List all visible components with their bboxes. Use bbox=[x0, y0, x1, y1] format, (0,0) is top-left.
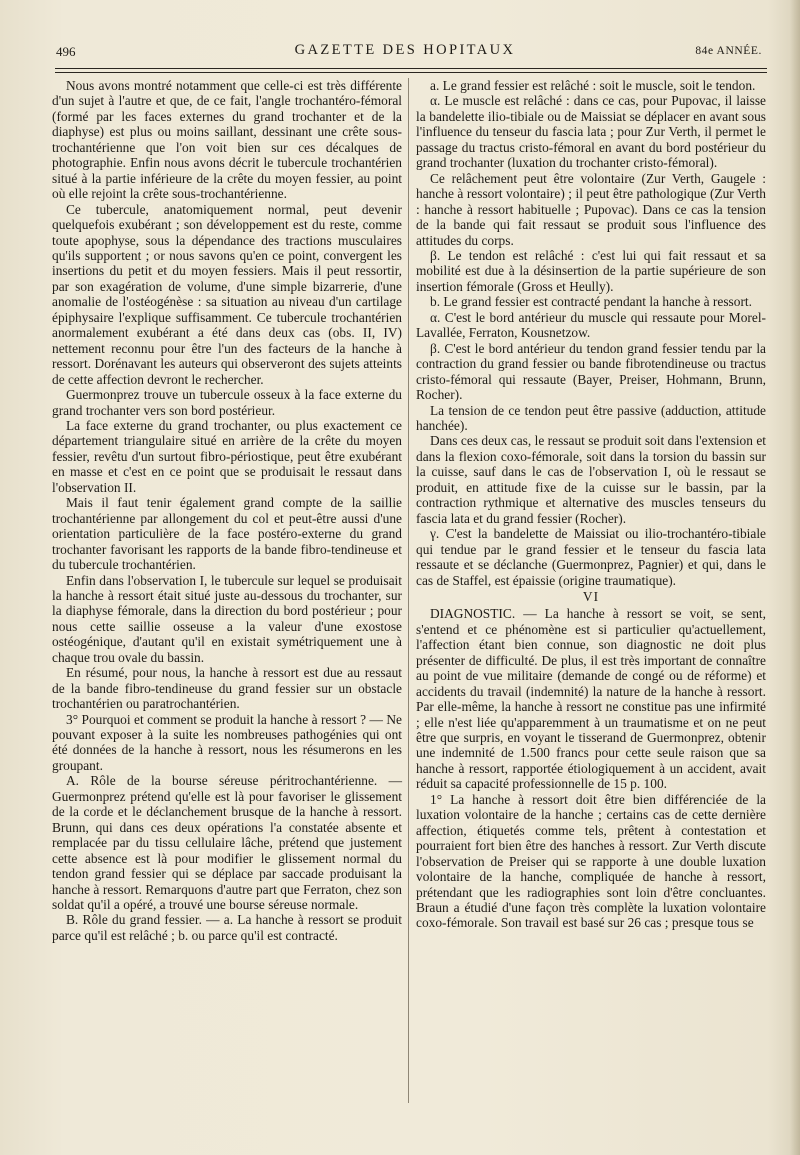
paragraph: γ. C'est la bandelette de Maissiat ou ilio-trochantéro-tibiale qui tendue par le grand fessier et le tenseur du fascia lata ressaute et se déclanche (Guermonprez, Pagnier) et qui, dans le cas de Staffel, est épaissie (origine traumatique). bbox=[416, 526, 766, 588]
paragraph: 1° La hanche à ressort doit être bien différenciée de la luxation volontaire de la hanche ; certains cas de cette dernière affection, étiquetés comme tels, prêtent à contestation et pourraient fort bien être des hanches à ressort. Zur Verth discute l'observation de Preiser qui se rapporte à une double luxation volontaire de la hanche, compliquée de hanche à ressort, prétendant que les radiographies sont loin d'être concluantes. Braun a étudié d'une façon très complète la luxation volontaire coxo-fémorale. Son travail est basé sur 26 cas ; presque tous se bbox=[416, 791, 766, 931]
paragraph: a. Le grand fessier est relâché : soit le muscle, soit le tendon. bbox=[430, 78, 756, 93]
paragraph: Guermonprez trouve un tubercule osseux à la face externe du grand trochanter vers son bord postérieur. bbox=[52, 387, 402, 418]
paragraph: b. Le grand fessier est contracté pendant la hanche à ressort. bbox=[430, 294, 752, 310]
page-number: 496 bbox=[56, 44, 76, 59]
paragraph: Enfin dans l'observation I, le tubercule sur lequel se produisait la hanche à ressort était situé juste au-dessous du trochanter, sur la diaphyse fémorale, dans la direction du bord postérieur ; pour nous cette saillie osseuse a la valeur d'une exostose ostéogénique, d'autant qu'il en existait symétriquement une à chaque trou ovale du bassin. bbox=[52, 572, 402, 665]
paragraph: DIAGNOSTIC. — La hanche à ressort se voit, se sent, s'entend et ce phénomène est si particulier qu'actuellement, l'affection étant bien connue, son diagnostic ne doit plus présenter de difficulté. De plus, il est très important de connaître au point de vue militaire (demande de congé ou de réforme) et accidents du travail (indemnité) la nature de la hanche à ressort. Par elle-même, la hanche à ressort ne constitue pas une infirmité ; elle n'est liée qu'apparemment à un traumatisme et on ne peut être que surpris, en voyant le tisserand de Guermonprez, obtenir une indemnité de 1.500 francs pour cette seule raison que sa hanche à ressort, rapportée étiologiquement à un accident, avait réduit sa capacité professionnelle de 15 p. 100. bbox=[416, 606, 766, 792]
right-column bbox=[416, 78, 766, 931]
paragraph: Mais il faut tenir également grand compte de la saillie trochantérienne par allongement du col et peut-être aussi d'une orientation particulière de la face postéro-externe du grand trochanter favorisant les rapports de la bande fibro-tendineuse et du tubercule trochantérien. bbox=[52, 495, 402, 573]
left-column bbox=[52, 78, 402, 943]
paragraph: α. C'est le bord antérieur du muscle qui ressaute pour Morel-Lavallée, Ferraton, Kousnetzow. bbox=[416, 309, 766, 341]
page-header bbox=[40, 38, 770, 64]
paragraph: 3° Pourquoi et comment se produit la hanche à ressort ? — Ne pouvant exposer à la suite les nombreuses pathogénies qui ont été données de la hanche à ressort, nous les résumerons en les groupant. bbox=[52, 711, 402, 773]
paragraph: β. Le tendon est relâché : c'est lui qui fait ressaut et sa mobilité est due à la désinsertion de la partie supérieure de son insertion fémorale (Gross et Heully). bbox=[416, 247, 766, 294]
paragraph: La tension de ce tendon peut être passive (adduction, attitude hanchée). bbox=[416, 402, 766, 433]
paragraph: En résumé, pour nous, la hanche à ressort est due au ressaut de la bande fibro-tendineuse du grand fessier sur un obstacle trochantérien ou paratrochantérien. bbox=[52, 665, 402, 712]
page-edge-shadow bbox=[790, 0, 800, 1155]
paragraph: B. Rôle du grand fessier. — a. La hanche à ressort se produit parce qu'il est relâché ; b. ou parce qu'il est contracté. bbox=[52, 912, 402, 943]
volume-year: 84e ANNÉE. bbox=[695, 45, 762, 57]
paragraph: A. Rôle de la bourse séreuse péritrochantérienne. — Guermonprez prétend qu'elle est là pour favoriser le glissement de la corde et le déclanchement brusque de la hanche à ressort. Brunn, qui dans ces deux opérations l'a constatée absente et remplacée par du tissu cellulaire lâche, prétend que justement cette absence est là pour modifier le glissement normal du tendon grand fessier qui se déplace par saccade produisant la hanche à ressort. Remarquons d'autre part que Ferraton, chez son soldat qu'il a opéré, a trouvé une bourse séreuse normale. bbox=[52, 773, 402, 913]
header-rule bbox=[55, 68, 767, 73]
paragraph: La face externe du grand trochanter, ou plus exactement ce département triangulaire situé en arrière de la crête du moyen fessier, revêtu d'un surtout fibro-périostique, peut être exubérant en masse et c'est en ce point que se produisait le ressaut dans l'observation II. bbox=[52, 417, 402, 495]
paragraph: α. Le muscle est relâché : dans ce cas, pour Pupovac, il laisse la bandelette ilio-tibiale ou de Maissiat se déplacer en avant sous l'influence du tenseur du fascia lata ; pour Zur Verth, il permet le passage du tractus cristo-fémoral en avant du bord postérieur du grand trochanter (luxation du trochanter cristo-fémoral). bbox=[416, 93, 766, 171]
section-heading: VI bbox=[582, 588, 600, 604]
journal-title: GAZETTE DES HOPITAUX bbox=[294, 42, 516, 58]
paragraph: β. C'est le bord antérieur du tendon grand fessier tendu par la contraction du grand fessier ou bande fibrotendineuse ou tractus cristo-fémoral qui ressaute (Bayer, Preiser, Hohmann, Brunn, Rocher). bbox=[416, 340, 766, 403]
paragraph: Ce tubercule, anatomiquement normal, peut devenir quelquefois exubérant ; son développement est du reste, comme toute apophyse, sous la dépendance des tractions musculaires qu'ils supportent ; or nous savons qu'en ce point, convergent les insertions du petit et du moyen fessiers. Mais il peut ressortir, par son exagération de volume, d'une simple bizarrerie, d'une anomalie de l'ostéogénèse : sa situation au niveau d'un cartilage épiphysaire l'explique suffisamment. Ce tubercule trochantérien anormalement exubérant a été dans deux cas (obs. II, IV) nettement reconnu pour être l'un des facteurs de la hanche à ressort. Dorénavant les auteurs qui observeront des sujets atteints de cette affection devront le rechercher. bbox=[52, 201, 402, 387]
paragraph: Dans ces deux cas, le ressaut se produit soit dans l'extension et dans la flexion coxo-fémorale, soit dans la torsion du bassin sur la cuisse, sauf dans le cas de l'observation I, où le ressaut se produit, en attitude fixe de la cuisse sur le bassin, par la contraction rythmique et alternative des muscles tenseurs du fascia lata et du grand fessier (Rocher). bbox=[416, 433, 766, 526]
paragraph: Ce relâchement peut être volontaire (Zur Verth, Gaugele : hanche à ressort volontaire) ; il peut être pathologique (Zur Verth : hanche à ressort habituelle ; Pupovac). Dans ce cas la tension de la bande qui fait ressaut se produit sous l'influence des attitudes du corps. bbox=[416, 170, 766, 248]
column-divider bbox=[408, 78, 409, 1103]
paragraph: Nous avons montré notamment que celle-ci est très différente d'un sujet à l'autre et que, de ce fait, l'angle trochantéro-fémoral (formé par les faces externes du grand trochanter et de la diaphyse) est plus ou moins saillant, dessinant une crête sous-trochantérienne que l'on voit bien sur ces décalques de photographie. Enfin nous avons décrit le tubercule trochantérien situé à la partie inférieure de la crête du moyen fessier, au point où elle rejoint la crête sous-trochantérienne. bbox=[52, 78, 402, 202]
